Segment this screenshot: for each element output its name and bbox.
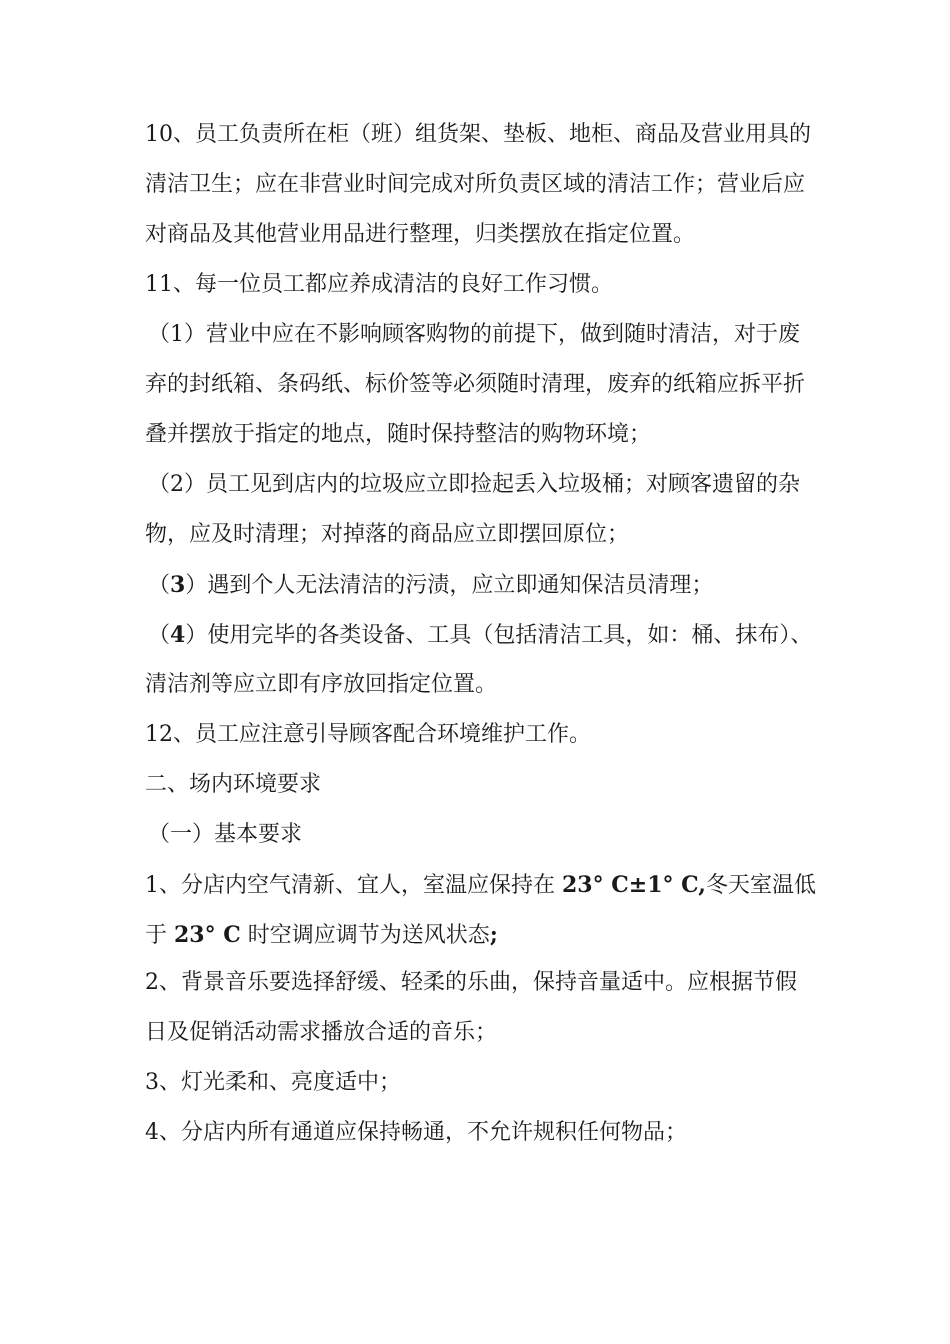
req-4-line-1: 4、分店内所有通道应保持畅通，不允许规积任何物品； xyxy=(145,1120,687,1145)
sub-4-text: ）使用完毕的各类设备、工具（包括清洁工具，如：桶、抹布）、 xyxy=(185,623,813,648)
sub-4-open-paren: （ xyxy=(148,623,171,648)
sub-1-line-1: （1）营业中应在不影响顾客购物的前提下，做到随时清洁，对于废 xyxy=(148,322,800,347)
req-1-line-2 xyxy=(145,920,498,951)
sub-3-open-paren: （ xyxy=(148,573,171,598)
req-1-text-a: 1、分店内空气清新、宜人，室温应保持在 xyxy=(145,873,562,898)
req-3-line-1: 3、灯光柔和、亮度适中； xyxy=(145,1070,401,1095)
req-1-line-1 xyxy=(145,870,816,901)
item-10-line-2: 清洁卫生；应在非营业时间完成对所负责区域的清洁工作；营业后应 xyxy=(145,172,806,197)
req-1-temperature-threshold: 23° C xyxy=(174,922,241,948)
sub-4-line-2: 清洁剂等应立即有序放回指定位置。 xyxy=(145,672,498,697)
req-1-text-d: 于 xyxy=(145,923,174,948)
sub-1-line-3: 叠并摆放于指定的地点，随时保持整洁的购物环境； xyxy=(145,422,652,447)
item-10-line-1: 10、员工负责所在柜（班）组货架、垫板、地柜、商品及营业用具的 xyxy=(145,122,811,147)
sub-2-line-2: 物，应及时清理；对掉落的商品应立即摆回原位； xyxy=(145,522,630,547)
req-1-text-c: 冬天室温低 xyxy=(705,873,816,898)
req-1-semicolon: ; xyxy=(489,922,498,948)
section-2-heading: 二、场内环境要求 xyxy=(145,772,322,797)
req-1-temperature-range: 23° C±1° C, xyxy=(562,872,706,898)
sub-2-line-1: （2）员工见到店内的垃圾应立即捡起丢入垃圾桶；对顾客遗留的杂 xyxy=(148,472,800,497)
sub-3-number: 3 xyxy=(170,572,186,598)
req-1-text-f: 时空调应调节为送风状态 xyxy=(240,923,490,948)
sub-4-line-1 xyxy=(148,620,812,651)
sub-3-line-1 xyxy=(148,570,713,601)
subsection-1-heading: （一）基本要求 xyxy=(148,822,303,847)
sub-4-number: 4 xyxy=(170,622,186,648)
req-2-line-2: 日及促销活动需求播放合适的音乐； xyxy=(145,1020,498,1045)
sub-3-text: ）遇到个人无法清洁的污渍，应立即通知保洁员清理； xyxy=(185,573,714,598)
item-12-line-1: 12、员工应注意引导顾客配合环境维护工作。 xyxy=(145,722,591,747)
sub-1-line-2: 弃的封纸箱、条码纸、标价签等必须随时清理，废弃的纸箱应拆平折 xyxy=(145,372,806,397)
req-2-line-1: 2、背景音乐要选择舒缓、轻柔的乐曲，保持音量适中。应根据节假 xyxy=(145,970,797,995)
item-11-line-1: 11、每一位员工都应养成清洁的良好工作习惯。 xyxy=(145,272,613,297)
item-10-line-3: 对商品及其他营业用品进行整理，归类摆放在指定位置。 xyxy=(145,222,696,247)
